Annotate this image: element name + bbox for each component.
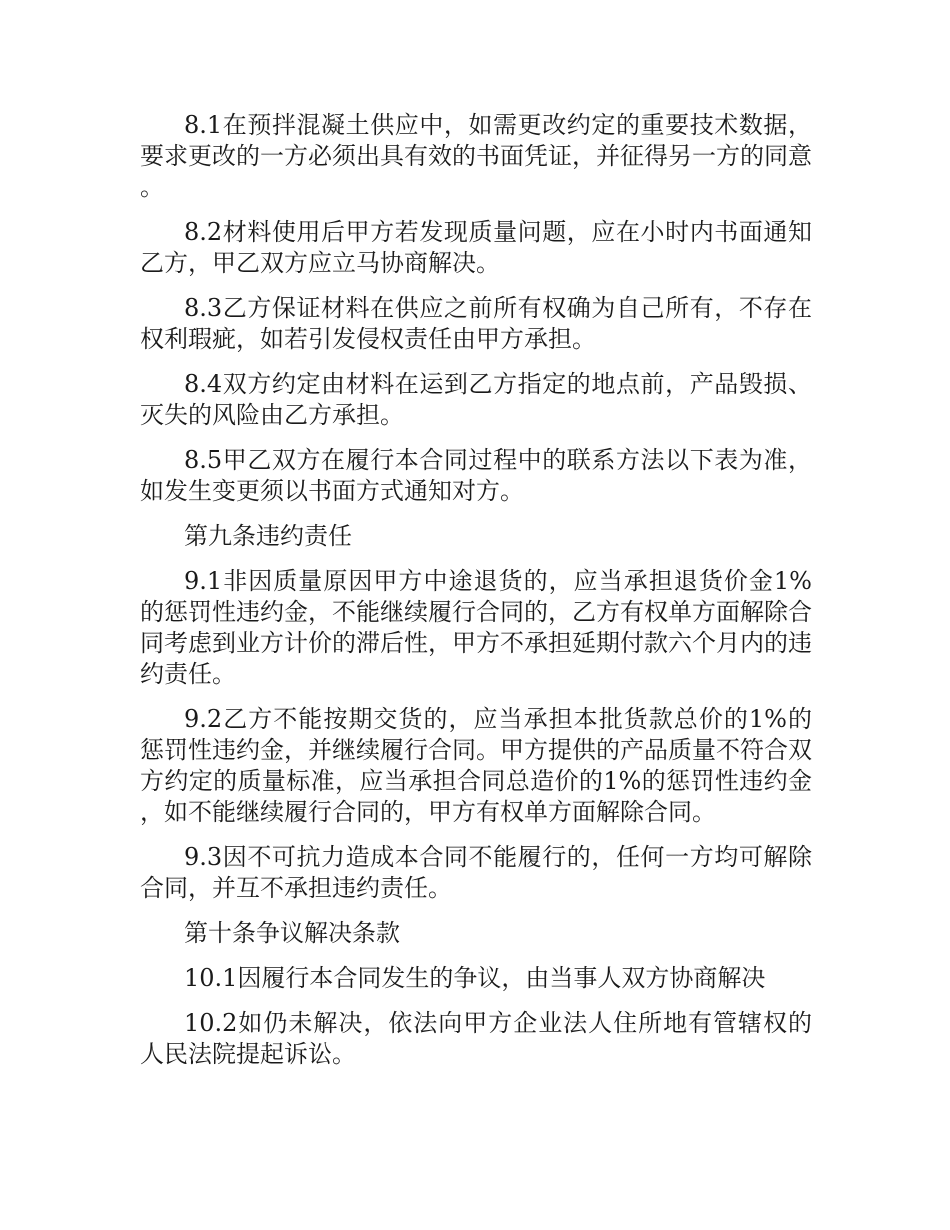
article-10-heading: 第十条争议解决条款 [184, 919, 400, 947]
clause-8-3: 8.3乙方保证材料在供应之前所有权确为自己所有，不存在权利瑕疵，如若引发侵权责任由甲方承担。 [140, 294, 812, 353]
clause-10-1: 10.1因履行本合同发生的争议，由当事人双方协商解决 [184, 964, 766, 992]
clause-9-1: 9.1非因质量原因甲方中途退货的，应当承担退货价金1%的惩罚性违约金，不能继续履行合同的，乙方有权单方面解除合同考虑到业方计价的滞后性，甲方不承担延期付款六个月内的违约责任。 [140, 567, 812, 688]
clause-8-5: 8.5甲乙双方在履行本合同过程中的联系方法以下表为准，如发生变更须以书面方式通知对方。 [140, 446, 812, 505]
clause-8-1: 8.1在预拌混凝土供应中，如需更改约定的重要技术数据，要求更改的一方必须出具有效的书面凭证，并征得另一方的同意。 [140, 111, 812, 201]
document-body [140, 110, 812, 1084]
article-9-heading: 第九条违约责任 [184, 522, 352, 550]
clause-8-4: 8.4双方约定由材料在运到乙方指定的地点前，产品毁损、灭失的风险由乙方承担。 [140, 370, 812, 429]
clause-10-2: 10.2如仍未解决，依法向甲方企业法人住所地有管辖权的人民法院提起诉讼。 [140, 1009, 812, 1068]
clause-9-3: 9.3因不可抗力造成本合同不能履行的，任何一方均可解除合同，并互不承担违约责任。 [140, 843, 812, 902]
clause-9-2: 9.2乙方不能按期交货的，应当承担本批货款总价的1%的惩罚性违约金，并继续履行合同。甲方提供的产品质量不符合双方约定的质量标准，应当承担合同总造价的1%的惩罚性违约金，如不能继续履行合同的，甲方有权单方面解除合同。 [140, 705, 812, 826]
clause-8-2: 8.2材料使用后甲方若发现质量问题，应在小时内书面通知乙方，甲乙双方应立马协商解决。 [140, 218, 812, 277]
